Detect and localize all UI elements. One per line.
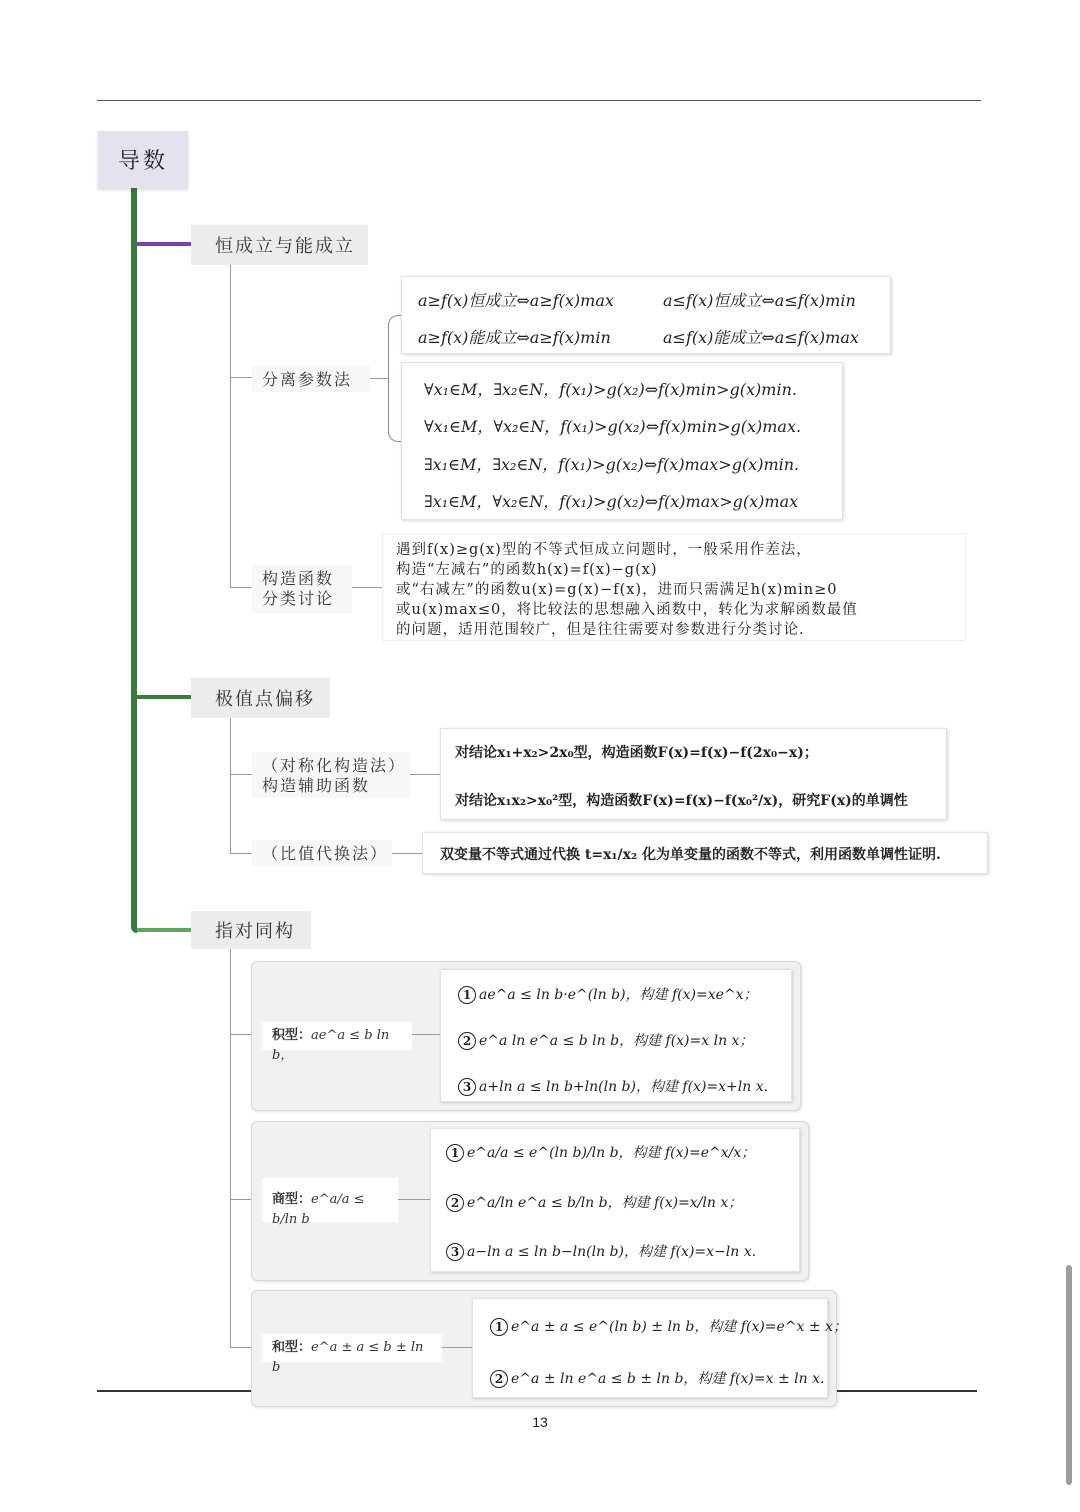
sub-gouzao[interactable] [252, 565, 352, 613]
hc-r2a: a≥f(x)能成立⇔a≥f(x)min [418, 328, 611, 347]
num-2-icon: 2 [490, 1370, 508, 1388]
hexing-link [442, 1347, 472, 1348]
branch-connector-2 [137, 695, 191, 699]
fenli-link [370, 378, 388, 379]
hexing-label: 和型： [272, 1340, 312, 1355]
num-1-icon: 1 [446, 1144, 464, 1162]
q1: ∀x₁∈M，∃x₂∈N，f(x₁)>g(x₂)⇔f(x)min>g(x)min. [424, 380, 797, 399]
shangxing-label: 商型： [272, 1192, 312, 1207]
duicheng-link [410, 774, 440, 775]
ji-2 [458, 1030, 753, 1050]
ji-1 [458, 984, 758, 1004]
sub-hexing[interactable] [262, 1334, 442, 1375]
ji-3-text: a+ln a ≤ ln b+ln(ln b)，构建 f(x)=x+ln x. [479, 1079, 769, 1095]
branch2-h1 [230, 774, 252, 775]
he-1 [490, 1316, 847, 1336]
sub-jixing[interactable] [262, 1022, 412, 1063]
branch-zhiduitonggou[interactable]: 指对同构 [191, 911, 311, 949]
branch-hengchengli[interactable]: 恒成立与能成立 [191, 225, 368, 265]
sub-shangxing[interactable] [262, 1178, 398, 1227]
branch1-h2 [230, 587, 252, 588]
ji-3 [458, 1076, 768, 1096]
q4: ∃x₁∈M，∀x₂∈N，f(x₁)>g(x₂)⇔f(x)max>g(x)max [424, 492, 799, 511]
shang-1-text: e^a/a ≤ e^(ln b)/ln b，构建 f(x)=e^x/x； [467, 1145, 756, 1161]
he-1-text: e^a ± a ≤ e^(ln b) ± ln b，构建 f(x)=e^x ± x； [511, 1319, 847, 1335]
shang-3 [446, 1241, 756, 1261]
num-3-icon: 3 [446, 1243, 464, 1261]
he-2 [490, 1368, 824, 1388]
shang-2-text: e^a/ln e^a ≤ b/ln b，构建 f(x)=x/ln x； [467, 1195, 743, 1211]
jixing-link [412, 1034, 440, 1035]
num-1-icon: 1 [490, 1318, 508, 1336]
jizhi-d2: 对结论x₁x₂>x₀²型，构造函数F(x)=f(x)−f(x₀²/x)，研究F(x)的单调性 [455, 793, 908, 809]
top-rule [97, 100, 981, 101]
shangxing-formula: e^a/a ≤ b/ln b [272, 1192, 365, 1227]
q3: ∃x₁∈M，∃x₂∈N，f(x₁)>g(x₂)⇔f(x)max>g(x)min. [424, 455, 800, 474]
branch-jizhidian[interactable]: 极值点偏移 [191, 678, 330, 718]
page-number: 13 [532, 1414, 548, 1430]
branch-connector-3 [137, 928, 191, 932]
jizhi-d1: 对结论x₁+x₂>2x₀型，构造函数F(x)=f(x)−f(2x₀−x)； [455, 745, 818, 761]
branch1-h1 [230, 377, 252, 378]
bizhi-link [392, 853, 422, 854]
gouzao-text-2: 构造“左减右”的函数h(x)=f(x)−g(x) [396, 562, 658, 578]
gouzao-text-4: 或u(x)max≤0，将比较法的思想融入函数中，转化为求解函数最值 [396, 602, 858, 618]
fenli-brace [388, 315, 401, 442]
trunk-line [131, 188, 137, 933]
gouzao-text-1: 遇到f(x)≥g(x)型的不等式恒成立问题时，一般采用作差法， [396, 542, 812, 558]
gouzao-text-5: 的问题，适用范围较广，但是往往需要对参数进行分类讨论. [396, 622, 805, 638]
gouzao-line2: 分类讨论 [262, 589, 335, 608]
branch3-vline [230, 949, 231, 1347]
hc-r1a: a≥f(x)恒成立⇔a≥f(x)max [418, 291, 614, 310]
duicheng-line2: 构造辅助函数 [262, 776, 371, 795]
gouzao-link [352, 587, 382, 588]
branch2-h2 [230, 853, 252, 854]
shangxing-link [398, 1199, 430, 1200]
branch1-vline [230, 265, 231, 587]
num-2-icon: 2 [446, 1194, 464, 1212]
sub-duicheng[interactable] [252, 752, 410, 798]
gouzao-line1: 构造函数 [262, 569, 335, 588]
hc-r2b: a≤f(x)能成立⇔a≤f(x)max [663, 328, 859, 347]
num-1-icon: 1 [458, 986, 476, 1004]
duicheng-line1: （对称化构造法） [262, 756, 407, 775]
gouzao-text-3: 或“右减左”的函数u(x)=g(x)−f(x)，进而只需满足h(x)min≥0 [396, 582, 838, 598]
shang-1 [446, 1142, 755, 1162]
sub-bizhi[interactable]: （比值代换法） [252, 840, 392, 866]
ji-2-text: e^a ln e^a ≤ b ln b，构建 f(x)=x ln x； [479, 1033, 754, 1049]
jizhi-b1: 双变量不等式通过代换 t=x₁/x₂ 化为单变量的函数不等式，利用函数单调性证明. [440, 847, 941, 863]
hexing-formula: e^a ± a ≤ b ± ln b [272, 1340, 424, 1375]
scrollbar-thumb[interactable] [1066, 1265, 1072, 1485]
jixing-formula: ae^a ≤ b ln b， [272, 1028, 390, 1063]
shang-2 [446, 1192, 742, 1212]
shang-3-text: a−ln a ≤ ln b−ln(ln b)，构建 f(x)=x−ln x. [467, 1244, 757, 1260]
he-2-text: e^a ± ln e^a ≤ b ± ln b，构建 f(x)=x ± ln x. [511, 1371, 825, 1387]
q2: ∀x₁∈M，∀x₂∈N，f(x₁)>g(x₂)⇔f(x)min>g(x)max. [424, 417, 802, 436]
hc-r1b: a≤f(x)恒成立⇔a≤f(x)min [663, 291, 856, 310]
jixing-label: 积型： [272, 1028, 312, 1043]
root-node[interactable]: 导数 [98, 131, 188, 188]
num-3-icon: 3 [458, 1078, 476, 1096]
branch-connector-1 [137, 242, 191, 246]
ji-1-text: ae^a ≤ ln b·e^(ln b)，构建 f(x)=xe^x； [479, 987, 758, 1003]
branch2-vline [230, 718, 231, 853]
sub-fenli[interactable]: 分离参数法 [252, 366, 370, 392]
num-2-icon: 2 [458, 1032, 476, 1050]
